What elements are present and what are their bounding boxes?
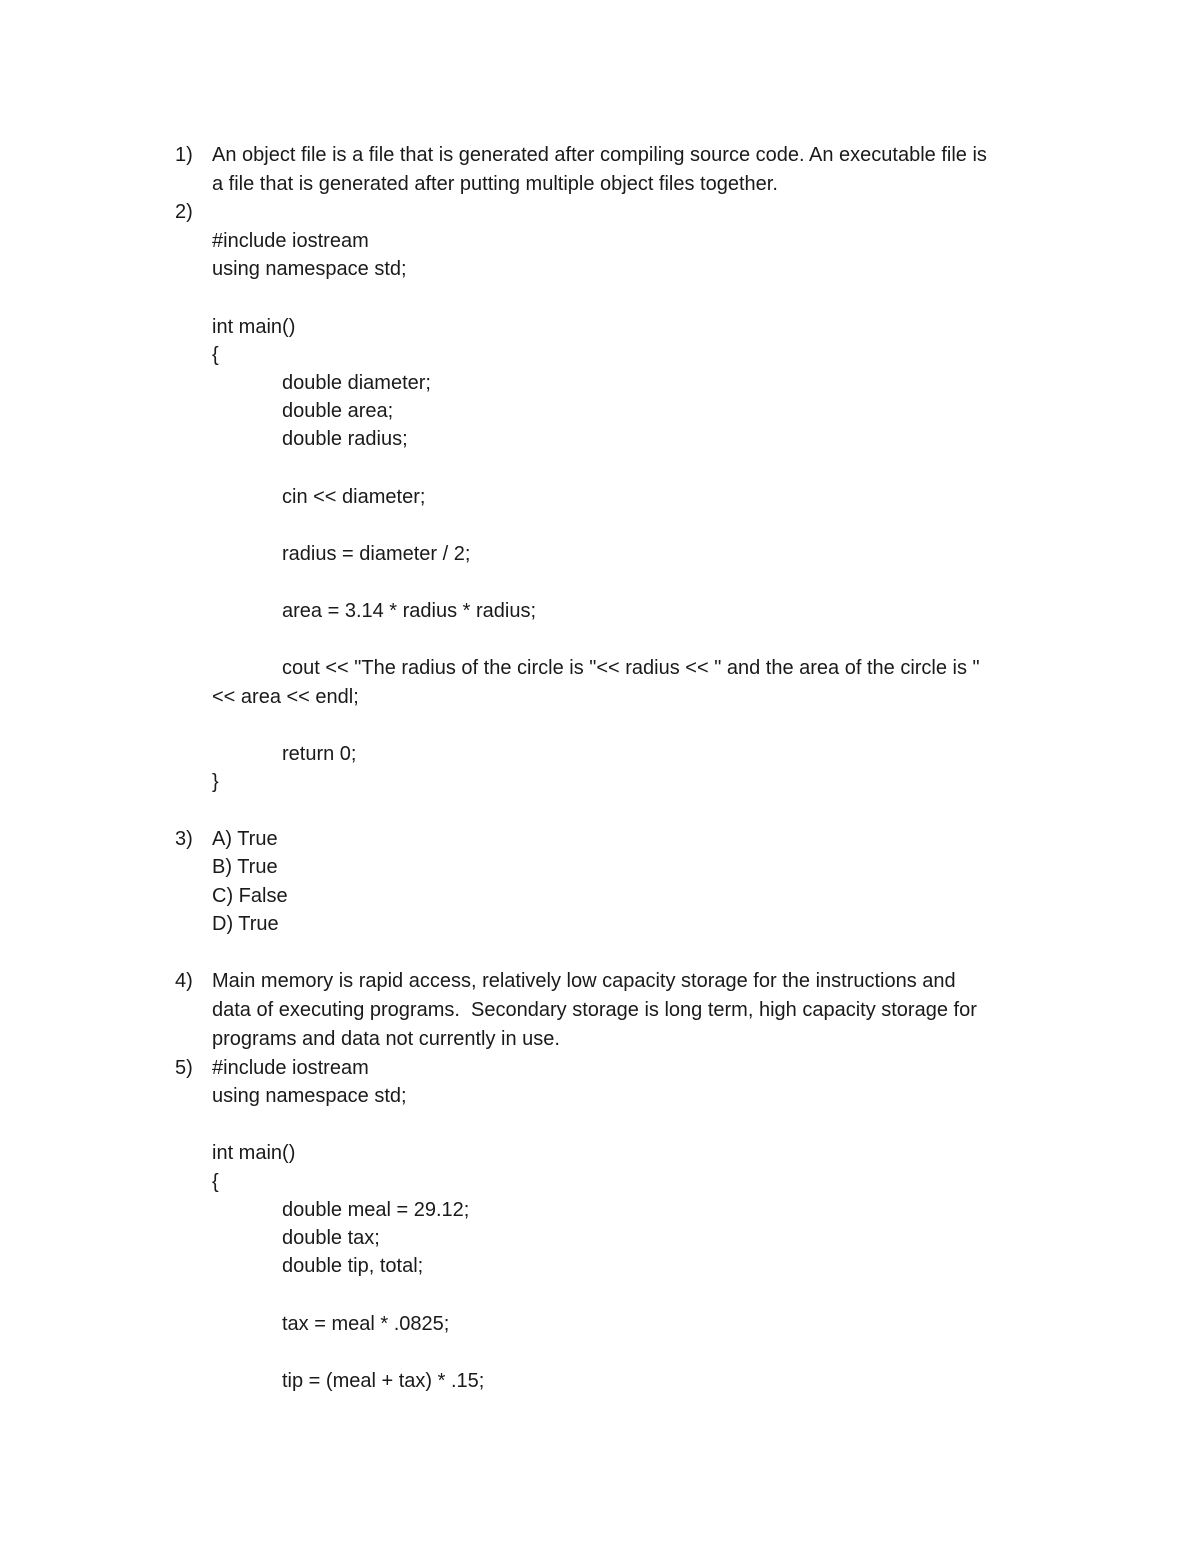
code-line: #include iostream	[212, 1057, 369, 1079]
code-line: using namespace std;	[212, 1085, 407, 1107]
code-line: radius = diameter / 2;	[282, 543, 471, 565]
answer-5-number: 5)	[175, 1057, 193, 1079]
answer-3-item: C) False	[212, 885, 288, 907]
answer-1-number: 1)	[175, 144, 193, 166]
answer-4-number: 4)	[175, 970, 193, 992]
answer-4-line-1: Main memory is rapid access, relatively low capacity storage for the instructions and	[212, 970, 956, 992]
code-line: cin << diameter;	[282, 486, 426, 508]
answer-4-line-2: data of executing programs. Secondary storage is long term, high capacity storage for	[212, 999, 977, 1021]
code-line: double radius;	[282, 428, 408, 450]
code-line: << area << endl;	[212, 686, 359, 708]
answer-3-item: D) True	[212, 913, 279, 935]
answer-1-line-1: An object file is a file that is generated after compiling source code. An executable file is	[212, 144, 987, 166]
code-line: area = 3.14 * radius * radius;	[282, 600, 537, 622]
code-line: double diameter;	[282, 372, 431, 394]
code-line: int main()	[212, 316, 296, 338]
code-line: tip = (meal + tax) * .15;	[282, 1370, 485, 1392]
code-line: double tip, total;	[282, 1255, 424, 1277]
code-line: {	[212, 1171, 219, 1193]
answer-1-line-2: a file that is generated after putting multiple object files together.	[212, 173, 778, 195]
code-line: double tax;	[282, 1227, 380, 1249]
code-line: double meal = 29.12;	[282, 1199, 470, 1221]
answer-3-item: B) True	[212, 856, 278, 878]
answer-3-item: A) True	[212, 828, 278, 850]
code-line: tax = meal * .0825;	[282, 1313, 450, 1335]
code-line: }	[212, 771, 219, 793]
code-line: {	[212, 344, 219, 366]
code-line: cout << "The radius of the circle is "<< radius << " and the area of the circle is "	[282, 657, 980, 679]
code-line: return 0;	[282, 743, 357, 765]
code-line: #include iostream	[212, 230, 369, 252]
code-line: using namespace std;	[212, 258, 407, 280]
answer-2-number: 2)	[175, 201, 193, 223]
code-line: int main()	[212, 1142, 296, 1164]
code-line: double area;	[282, 400, 394, 422]
answer-3-number: 3)	[175, 828, 193, 850]
answer-4-line-3: programs and data not currently in use.	[212, 1028, 560, 1050]
